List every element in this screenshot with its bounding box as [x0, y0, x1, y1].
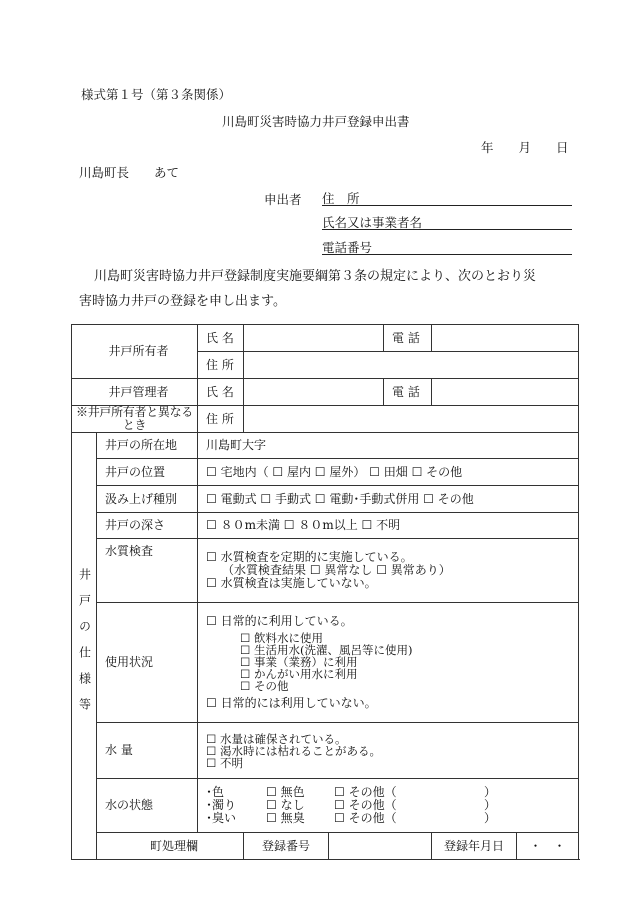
pump-type-options[interactable]: ☐ 電動式 ☐ 手動式 ☐ 電動･手動式併用 ☐ その他 — [198, 486, 579, 513]
quality-result[interactable]: （水質検査結果 ☐ 異常なし ☐ 異常あり） — [222, 563, 451, 577]
position-options[interactable]: ☐ 宅地内（ ☐ 屋内 ☐ 屋外） ☐ 田畑 ☐ その他 — [198, 459, 579, 486]
state-turbidity-close: ） — [484, 798, 497, 812]
manager-name-label: 氏 名 — [198, 379, 244, 406]
state-odor-label: ･臭い — [206, 811, 237, 825]
registration-number-label: 登録番号 — [244, 833, 329, 859]
manager-label: 井戸管理者 — [72, 379, 198, 406]
town-processing-label: 町処理欄 — [97, 833, 244, 860]
manager-phone-label: 電 話 — [384, 379, 432, 406]
date-line: 年 月 日 — [481, 140, 569, 155]
quality-none[interactable]: ☐ 水質検査は実施していない。 — [206, 576, 377, 590]
owner-phone-label: 電 話 — [384, 325, 432, 352]
document-title: 川島町災害時協力井戸登録申出書 — [222, 114, 410, 129]
owner-address-input[interactable] — [244, 352, 579, 379]
registration-date-label: 登録年月日 — [432, 833, 517, 859]
state-color-label: ･色 — [206, 785, 225, 799]
usage-not-daily[interactable]: ☐ 日常的には利用していない。 — [206, 696, 377, 710]
owner-label: 井戸所有者 — [72, 325, 198, 379]
manager-note: ※井戸所有者と異なるとき — [72, 406, 198, 433]
state-odor-opt[interactable]: ☐ 無臭 — [266, 811, 305, 825]
manager-address-label: 住 所 — [198, 406, 244, 433]
location-label: 井戸の所在地 — [97, 433, 198, 459]
owner-name-input[interactable] — [244, 325, 384, 352]
body-text-line1: 川島町災害時協力井戸登録制度実施要綱第３条の規定により、次のとおり災 — [94, 269, 537, 284]
usage-sub-1[interactable]: ☐ 生活用水(洗濯、風呂等に使用) — [240, 643, 413, 657]
quality-regular[interactable]: ☐ 水質検査を定期的に実施している。 — [206, 550, 413, 564]
water-state-label: 水の状態 — [97, 779, 198, 833]
usage-daily[interactable]: ☐ 日常的に利用している。 — [206, 614, 353, 628]
state-turbidity-opt[interactable]: ☐ なし — [266, 798, 305, 812]
phone-label: 電話番号 — [322, 240, 373, 255]
manager-name-input[interactable] — [244, 379, 384, 406]
water-quality-label: 水質検査 — [97, 539, 198, 603]
applicant-label: 申出者 — [264, 192, 302, 207]
water-volume-options[interactable] — [198, 723, 579, 779]
body-text-line2: 害時協力井戸の登録を申し出ます。 — [79, 294, 286, 309]
water-volume-label: 水 量 — [97, 723, 198, 779]
volume-1[interactable]: ☐ 渇水時には枯れることがある。 — [206, 743, 381, 758]
volume-2[interactable]: ☐ 不明 — [206, 755, 243, 770]
pump-type-label: 汲み上げ種別 — [97, 486, 198, 513]
state-color-close: ） — [484, 785, 497, 799]
volume-0[interactable]: ☐ 水量は確保されている。 — [206, 731, 347, 746]
depth-label: 井戸の深さ — [97, 513, 198, 539]
usage-options[interactable] — [198, 603, 579, 723]
state-turbidity-label: ･濁り — [206, 798, 237, 812]
location-value[interactable]: 川島町大字 — [198, 433, 579, 459]
registration-date-input[interactable]: ・ ・ — [529, 838, 566, 853]
addressee: 川島町長 あて — [79, 165, 180, 180]
usage-sub-0[interactable]: ☐ 飲料水に使用 — [240, 631, 323, 645]
manager-phone-input[interactable] — [432, 379, 579, 406]
usage-sub-4[interactable]: ☐ その他 — [240, 679, 289, 693]
position-label: 井戸の位置 — [97, 459, 198, 486]
form-number: 様式第１号（第３条関係） — [81, 87, 232, 102]
owner-address-label: 住 所 — [198, 352, 244, 379]
usage-sub-3[interactable]: ☐ かんがい用水に利用 — [240, 667, 358, 681]
water-quality-options[interactable] — [198, 539, 579, 603]
address-label: 住 所 — [322, 191, 360, 206]
owner-phone-input[interactable] — [432, 325, 579, 352]
applicant-phone-field[interactable] — [322, 238, 572, 255]
state-color-other[interactable]: ☐ その他（ — [334, 785, 397, 799]
state-odor-close: ） — [484, 811, 497, 825]
usage-label: 使用状況 — [97, 603, 198, 723]
name-label: 氏名又は事業者名 — [322, 215, 423, 230]
water-state-options[interactable] — [198, 779, 579, 833]
state-row-odor — [206, 812, 500, 825]
well-registration-table — [71, 324, 579, 860]
manager-address-input[interactable] — [244, 406, 579, 433]
depth-options[interactable]: ☐ ８０m未満 ☐ ８０m以上 ☐ 不明 — [198, 513, 579, 539]
applicant-name-field[interactable] — [322, 213, 572, 230]
state-color-opt[interactable]: ☐ 無色 — [266, 785, 305, 799]
applicant-address-field[interactable] — [322, 189, 572, 206]
state-turbidity-other[interactable]: ☐ その他（ — [334, 798, 397, 812]
owner-name-label: 氏 名 — [198, 325, 244, 352]
state-odor-other[interactable]: ☐ その他（ — [334, 811, 397, 825]
spec-label: 井戸の仕様等 — [72, 433, 97, 860]
usage-sub-2[interactable]: ☐ 事業（業務）に利用 — [240, 655, 358, 669]
